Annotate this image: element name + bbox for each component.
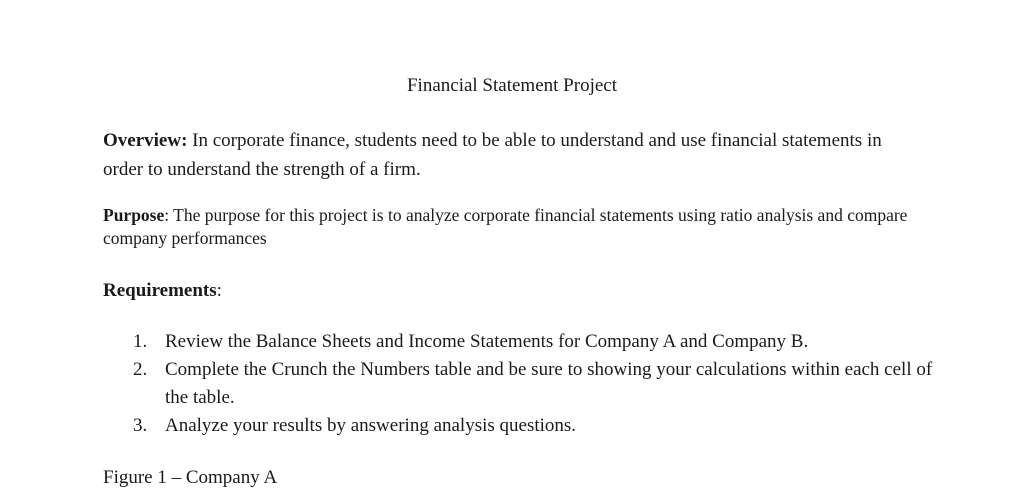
list-item	[103, 356, 933, 412]
overview-text: In corporate finance, students need to be able to understand and use financial statements in order to understand the strength of a firm.	[103, 130, 882, 180]
requirements-suffix: :	[216, 280, 222, 301]
overview-paragraph	[103, 126, 903, 184]
document-title: Financial Statement Project	[406, 75, 617, 96]
requirements-heading	[103, 279, 903, 303]
purpose-text: : The purpose for this project is to analyze corporate financial statements using ratio analysis and compare company performances	[103, 205, 908, 248]
requirements-label: Requirements	[103, 280, 217, 301]
list-item	[103, 328, 933, 356]
list-item-number: 1.	[133, 331, 148, 352]
list-item-number: 2.	[133, 359, 148, 380]
list-item	[103, 412, 933, 440]
list-item-number: 3.	[133, 415, 148, 436]
requirements-list	[103, 328, 933, 440]
overview-label: Overview:	[103, 130, 188, 151]
purpose-paragraph	[103, 204, 933, 250]
list-item-text: Review the Balance Sheets and Income Statements for Company A and Company B.	[165, 331, 809, 352]
list-item-text: Analyze your results by answering analysis questions.	[165, 415, 577, 436]
purpose-label: Purpose	[103, 205, 165, 225]
list-item-text: Complete the Crunch the Numbers table and be sure to showing your calculations within each cell of the table.	[165, 359, 933, 408]
figure-caption: Figure 1 – Company A	[103, 467, 278, 488]
